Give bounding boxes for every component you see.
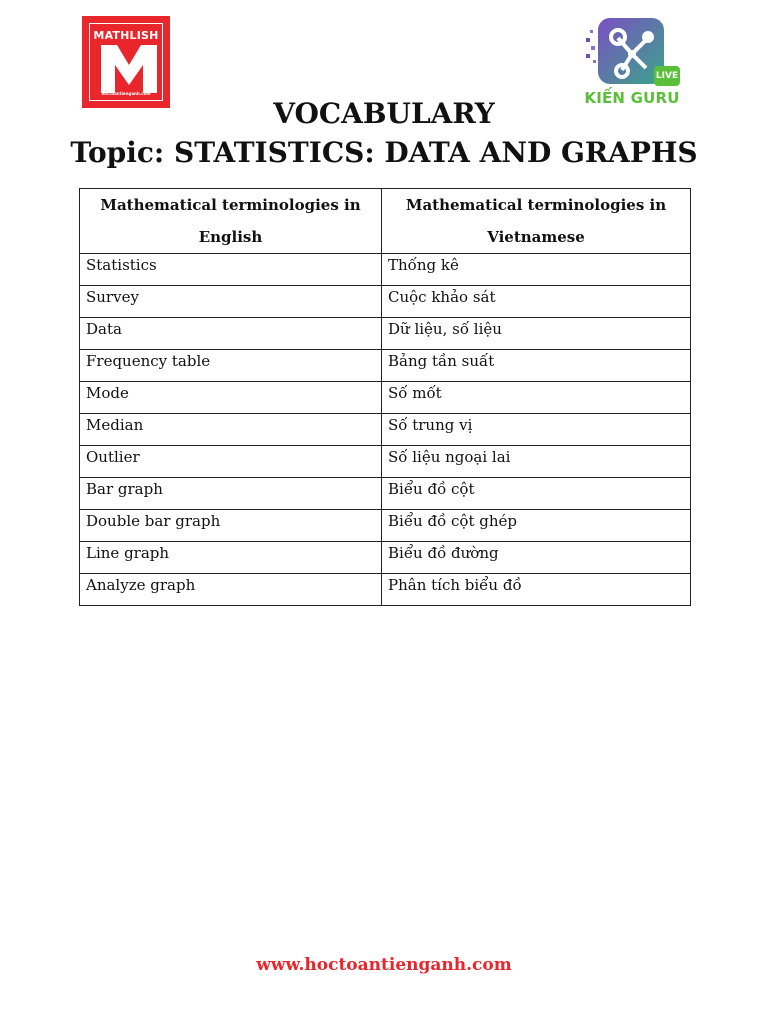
- table-row: [80, 414, 691, 446]
- page-title: VOCABULARY: [273, 97, 495, 130]
- term-english: Median: [80, 414, 382, 446]
- header-vietnamese-line1: Mathematical terminologies in: [405, 196, 667, 214]
- header-english: [80, 189, 382, 254]
- footer-website: www.hoctoantienganh.com: [256, 955, 512, 975]
- table-header-row: [80, 189, 691, 254]
- table-row: [80, 478, 691, 510]
- term-english: Statistics: [80, 254, 382, 286]
- kien-guru-live-badge: LIVE: [655, 71, 679, 81]
- mathlish-logo-site: hoctoantienganh.com: [101, 91, 151, 96]
- term-vietnamese: Số trung vị: [382, 414, 691, 446]
- term-english: Data: [80, 318, 382, 350]
- header-vietnamese-line2: Vietnamese: [487, 228, 585, 246]
- term-english: Bar graph: [80, 478, 382, 510]
- table-row: [80, 286, 691, 318]
- kien-guru-brand: KIẾN GURU: [584, 89, 680, 107]
- term-vietnamese: Phân tích biểu đồ: [382, 574, 691, 606]
- term-english: Survey: [80, 286, 382, 318]
- table-row: [80, 254, 691, 286]
- term-vietnamese: Thống kê: [382, 254, 691, 286]
- table-row: [80, 574, 691, 606]
- table-row: [80, 350, 691, 382]
- term-vietnamese: Số liệu ngoại lai: [382, 446, 691, 478]
- term-english: Double bar graph: [80, 510, 382, 542]
- table-row: [80, 318, 691, 350]
- vocabulary-table: [79, 188, 691, 606]
- table-row: [80, 510, 691, 542]
- term-vietnamese: Dữ liệu, số liệu: [382, 318, 691, 350]
- term-vietnamese: Bảng tần suất: [382, 350, 691, 382]
- term-vietnamese: Biểu đồ cột ghép: [382, 510, 691, 542]
- header-english-line2: English: [198, 228, 263, 246]
- term-english: Analyze graph: [80, 574, 382, 606]
- header-english-line1: Mathematical terminologies in: [100, 196, 361, 214]
- term-english: Mode: [80, 382, 382, 414]
- term-vietnamese: Biểu đồ đường: [382, 542, 691, 574]
- header-vietnamese: [382, 189, 691, 254]
- mathlish-m-icon: [99, 43, 159, 95]
- term-vietnamese: Cuộc khảo sát: [382, 286, 691, 318]
- table-row: [80, 542, 691, 574]
- table-row: [80, 446, 691, 478]
- table-row: [80, 382, 691, 414]
- mathlish-logo-brand: MATHLISH: [93, 29, 159, 42]
- term-vietnamese: Biểu đồ cột: [382, 478, 691, 510]
- term-vietnamese: Số mốt: [382, 382, 691, 414]
- term-english: Frequency table: [80, 350, 382, 382]
- page-subtitle: Topic: STATISTICS: DATA AND GRAPHS: [70, 136, 698, 169]
- term-english: Line graph: [80, 542, 382, 574]
- mathlish-logo: [82, 16, 170, 108]
- term-english: Outlier: [80, 446, 382, 478]
